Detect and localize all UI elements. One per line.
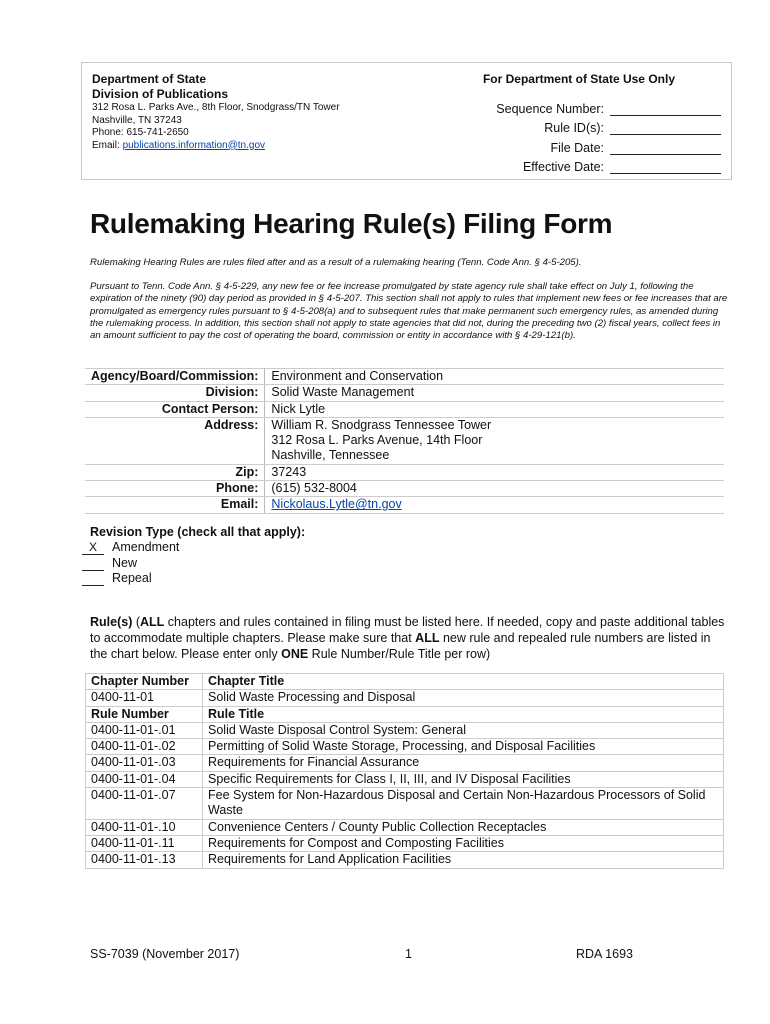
email-label-cell: Email: [85, 497, 265, 513]
department-address: 312 Rosa L. Parks Ave., 8th Floor, Snodgrass/TN Tower [92, 102, 340, 113]
sequence-number-field [421, 96, 721, 116]
phone-row [85, 481, 724, 497]
file-date-blank [610, 141, 721, 155]
revision-option-new [90, 556, 305, 572]
table-row [86, 835, 724, 851]
chapter-row [86, 690, 724, 706]
zip-value: 37243 [265, 464, 724, 480]
rule-title: Permitting of Solid Waste Storage, Processing, and Disposal Facilities [203, 739, 724, 755]
email-label: Email: [92, 139, 123, 151]
division-name: Division of Publications [92, 87, 229, 101]
address-line-1: William R. Snodgrass Tennessee Tower [271, 417, 492, 432]
new-label: New [112, 555, 138, 570]
repeal-checkmark[interactable] [82, 571, 104, 586]
table-row [86, 771, 724, 787]
rule-ids-blank [610, 121, 721, 135]
rules-note-bold-8: ONE [281, 647, 309, 661]
rule-title: Requirements for Land Application Facilities [203, 852, 724, 868]
header-box [81, 62, 732, 180]
revision-option-repeal [90, 571, 305, 587]
table-row [86, 755, 724, 771]
rule-title: Fee System for Non-Hazardous Disposal and Certain Non-Hazardous Processors of Solid Waste [203, 788, 724, 820]
revision-option-amendment [90, 540, 305, 556]
address-row [85, 417, 724, 464]
rule-number-header: Rule Number [86, 706, 203, 722]
division-label: Division: [85, 385, 265, 401]
sequence-number-blank [610, 102, 721, 116]
rules-note-9: Rule Number/Rule Title per row) [308, 647, 491, 661]
rule-number: 0400-11-01-.03 [86, 755, 203, 771]
chapter-title-header: Chapter Title [203, 674, 724, 690]
rules-note-bold-6: ALL [415, 631, 440, 645]
chapter-header-row [86, 674, 724, 690]
amendment-label: Amendment [112, 540, 180, 554]
phone-label: Phone: [85, 481, 265, 497]
rules-note-2: ( [132, 615, 141, 629]
table-row [86, 819, 724, 835]
file-date-field [421, 135, 721, 155]
department-city: Nashville, TN 37243 [92, 114, 182, 126]
address-line-3: Nashville, Tennessee [271, 448, 390, 463]
rule-number: 0400-11-01-.07 [86, 788, 203, 820]
rules-note-7: new rule and repealed rule numbers are listed in the chart below. Please enter only [90, 631, 711, 661]
rule-title: Requirements for Compost and Composting Facilities [203, 835, 724, 851]
rule-number: 0400-11-01-.02 [86, 739, 203, 755]
amendment-checkmark[interactable]: X [82, 540, 104, 555]
effective-date-label: Effective Date: [522, 160, 604, 174]
page-number: 1 [405, 947, 412, 961]
intro-paragraph-2: Pursuant to Tenn. Code Ann. § 4-5-229, any new fee or fee increase promulgated by state agency rule shall take effect on July 1, following the expiration of the ninety (90) day period as provided in § 4-5-207. This section shall not apply to rules that implement new fees or fee increases that are promulgated as emergency rules pursuant to § 4-5-208(a) and to subsequent rules that make permanent such emergency rules, as amended during the rulemaking process. In addition, this section shall not apply to state agencies that did not, during the preceding two (2) fiscal years, collect fees in an amount sufficient to pay the cost of operating the board, commission or entity in accordance with § 4-29-121(b). [90, 281, 728, 342]
effective-date-field [421, 155, 721, 175]
revision-type-section [90, 524, 305, 587]
file-date-label: File Date: [550, 140, 604, 155]
rule-ids-field [421, 116, 721, 136]
table-row [86, 739, 724, 755]
division-row [85, 385, 724, 401]
rule-title: Specific Requirements for Class I, II, III, and IV Disposal Facilities [203, 771, 724, 787]
agency-table [85, 368, 724, 514]
intro-paragraph-1: Rulemaking Hearing Rules are rules filed after and as a result of a rulemaking hearing (Tenn. Code Ann. § 4-5-205). [90, 257, 582, 268]
official-use-title: For Department of State Use Only [482, 72, 675, 86]
rules-instructions [90, 614, 730, 662]
table-row [86, 852, 724, 868]
new-checkmark[interactable] [82, 556, 104, 571]
effective-date-blank [610, 160, 721, 174]
zip-label: Zip: [85, 464, 265, 480]
department-name: Department of State [92, 72, 207, 86]
contact-email-link[interactable]: Nickolaus.Lytle@tn.gov [271, 497, 402, 512]
agency-value: Environment and Conservation [265, 369, 724, 385]
zip-row [85, 464, 724, 480]
agency-row [85, 369, 724, 385]
address-label: Address: [85, 417, 265, 464]
address-line-2: 312 Rosa L. Parks Avenue, 14th Floor [271, 433, 483, 448]
rules-table [85, 673, 724, 869]
form-title: Rulemaking Hearing Rule(s) Filing Form [90, 208, 613, 239]
rule-number: 0400-11-01-.04 [86, 771, 203, 787]
rule-number: 0400-11-01-.13 [86, 852, 203, 868]
contact-row [85, 401, 724, 417]
table-row [86, 788, 724, 820]
rule-header-row [86, 706, 724, 722]
rda-number: RDA 1693 [576, 947, 633, 961]
rules-note-4: chapters and rules contained in filing must be listed here [164, 615, 480, 629]
rules-note-bold-3: ALL [140, 615, 165, 629]
agency-label: Agency/Board/Commission: [85, 369, 265, 385]
email-row [85, 497, 724, 513]
department-email-line [92, 140, 422, 153]
rule-title: Convenience Centers / County Public Collection Receptacles [203, 819, 724, 835]
phone-value: (615) 532-8004 [265, 481, 724, 497]
chapter-number-header: Chapter Number [86, 674, 203, 690]
rule-ids-label: Rule ID(s): [544, 121, 604, 135]
rules-note-5: . If needed, copy and paste additional tables to accommodate multiple chapters. Please make sure that [90, 615, 725, 645]
rule-number: 0400-11-01-.01 [86, 722, 203, 738]
email-value-cell [265, 497, 724, 513]
rule-title-header: Rule Title [203, 706, 724, 722]
table-row [86, 722, 724, 738]
rule-title: Requirements for Financial Assurance [203, 755, 724, 771]
department-email-link[interactable]: publications.information@tn.gov [122, 139, 266, 151]
address-value [265, 417, 724, 464]
rule-number: 0400-11-01-.11 [86, 835, 203, 851]
chapter-title: Solid Waste Processing and Disposal [203, 690, 724, 706]
rule-number: 0400-11-01-.10 [86, 819, 203, 835]
division-value: Solid Waste Management [265, 385, 724, 401]
department-phone: Phone: 615-741-2650 [92, 127, 189, 138]
contact-value: Nick Lytle [265, 401, 724, 417]
chapter-number: 0400-11-01 [86, 690, 203, 706]
official-use-block [421, 72, 721, 174]
rule-title: Solid Waste Disposal Control System: General [203, 722, 724, 738]
form-id: SS-7039 (November 2017) [90, 947, 240, 961]
department-info [92, 72, 422, 152]
contact-label: Contact Person: [85, 401, 265, 417]
revision-type-heading: Revision Type (check all that apply): [90, 525, 306, 539]
repeal-label: Repeal [112, 571, 152, 585]
rules-note-bold-1: Rule(s) [90, 615, 133, 629]
sequence-number-label: Sequence Number: [496, 101, 604, 116]
